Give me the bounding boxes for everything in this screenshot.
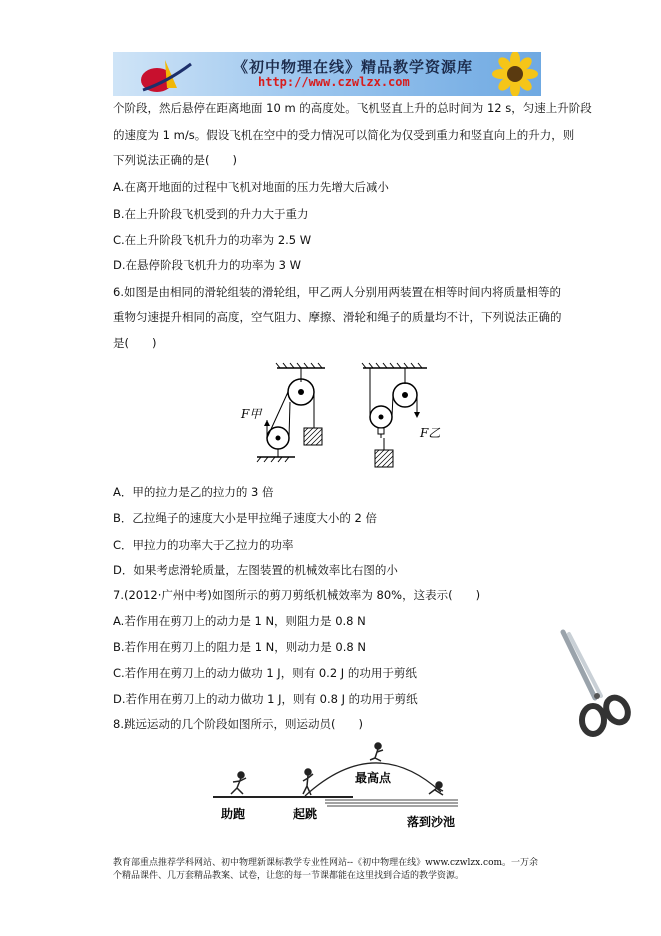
option-b: B．乙拉绳子的速度大小是甲拉绳子速度大小的 2 倍 [113,511,378,525]
option-a: A.在离开地面的过程中飞机对地面的压力先增大后减小 [113,180,389,194]
footer-line: 个精品课件、几万套精品教案、试卷，让您的每一节课都能在这里找到合适的教学资源。 [113,871,465,881]
site-logo-icon [137,54,197,94]
label-peak: 最高点 [355,771,392,785]
option-a: A.若作用在剪刀上的动力是 1 N，则阻力是 0.8 N [113,614,366,628]
banner-title: 《初中物理在线》精品教学资源库 [233,58,474,76]
footer-line: 教育部重点推荐学科网站、初中物理新课标教学专业性网站--《初中物理在线》www.czwlzx.com。一万余 [113,858,539,868]
text-line: 的速度为 1 m/s。假设飞机在空中的受力情况可以简化为仅受到重力和竖直向上的升力，则 [113,128,575,142]
option-b: B.若作用在剪刀上的阻力是 1 N，则动力是 0.8 N [113,640,366,654]
header-banner [113,52,541,96]
pulley-diagram [235,362,445,474]
option-b: B.在上升阶段飞机受到的升力大于重力 [113,207,309,221]
page-footer [113,857,563,883]
option-c: C．甲拉力的功率大于乙拉力的功率 [113,538,294,552]
banner-url: http://www.czwlzx.com [258,75,410,89]
option-a: A．甲的拉力是乙的拉力的 3 倍 [113,485,274,499]
label-landing: 落到沙池 [407,815,456,829]
question-8: 8.跳远运动的几个阶段如图所示，则运动员( ) [113,717,363,731]
scissors-icon [555,628,635,738]
option-d: D．如果考虑滑轮质量，左图装置的机械效率比右图的小 [113,563,398,577]
question-7: 7.(2012·广州中考)如图所示的剪刀剪纸机械效率为 80%，这表示( ) [113,588,481,602]
text-line: 下列说法正确的是( ) [113,153,237,167]
label-takeoff: 起跳 [293,807,318,821]
force-label-yi: F乙 [420,426,441,440]
text-line: 重物匀速提升相同的高度，空气阻力、摩擦、滑轮和绳子的质量均不计，下列说法正确的 [113,310,562,324]
question-6: 6.如图是由相同的滑轮组装的滑轮组，甲乙两人分别用两装置在相等时间内将质量相等的 [113,285,561,299]
text-line: 是( ) [113,336,157,350]
force-label-jia: F甲 [241,407,262,421]
sunflower-icon [479,52,539,96]
longjump-diagram [213,742,479,834]
option-c: C.在上升阶段飞机升力的功率为 2.5 W [113,233,312,247]
option-c: C.若作用在剪刀上的动力做功 1 J，则有 0.2 J 的功用于剪纸 [113,666,417,680]
text-line: 个阶段，然后悬停在距离地面 10 m 的高度处。飞机竖直上升的总时间为 12 s，匀速上升阶段 [113,101,592,115]
option-d: D.若作用在剪刀上的动力做功 1 J，则有 0.8 J 的功用于剪纸 [113,692,418,706]
option-d: D.在悬停阶段飞机升力的功率为 3 W [113,258,302,272]
label-run: 助跑 [221,807,246,821]
